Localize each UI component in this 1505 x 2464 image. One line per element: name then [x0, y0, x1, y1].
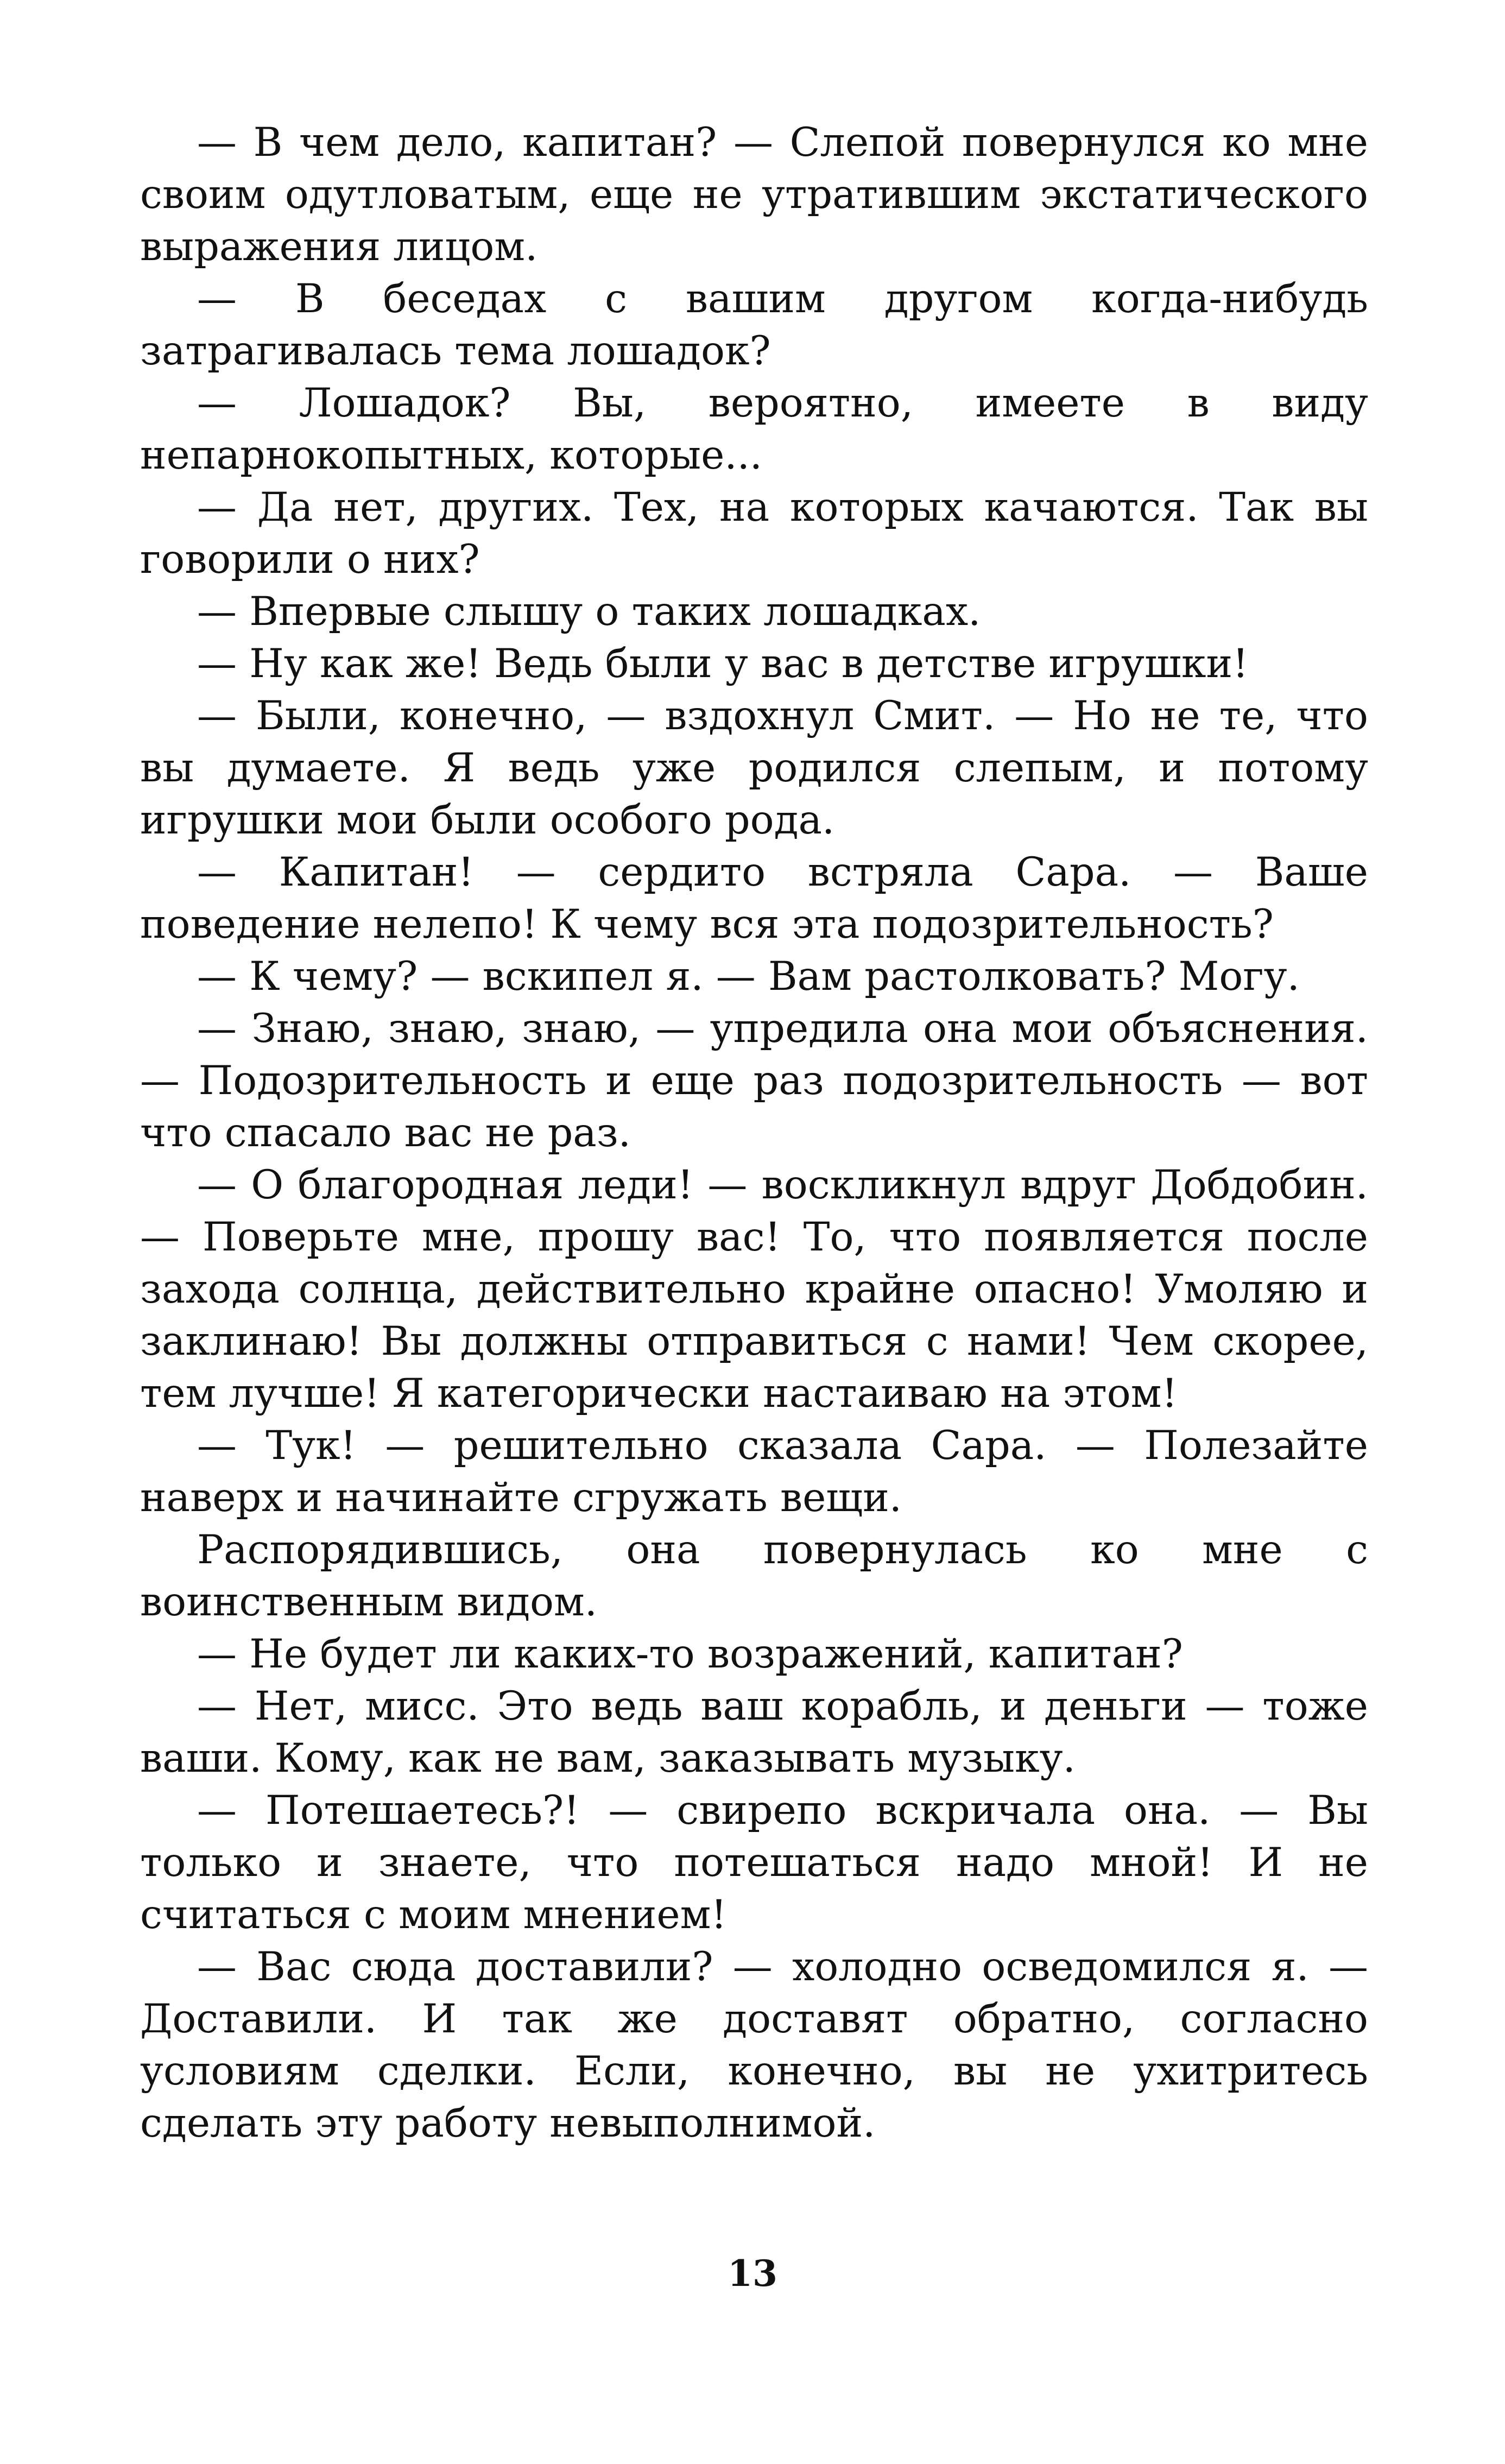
page-number: 13 — [728, 2252, 777, 2295]
paragraph: — В беседах с вашим другом когда-нибудь затрагивалась тема лошадок? — [140, 276, 1368, 374]
paragraph: — Ну как же! Ведь были у вас в детстве игрушки! — [197, 641, 1249, 687]
paragraph: — Лошадок? Вы, вероятно, имеете в виду непарнокопытных, которые... — [140, 380, 1368, 478]
paragraph: — Не будет ли каких-то возражений, капитан? — [197, 1631, 1183, 1677]
paragraph: — Да нет, других. Тех, на которых качаются. Так вы говорили о них? — [140, 484, 1368, 583]
paragraph: — Тук! — решительно сказала Сара. — Полезайте наверх и начинайте сгружать вещи. — [140, 1423, 1368, 1521]
paragraph: — Вас сюда доставили? — холодно осведомился я. — Доставили. И так же доставят обратно, согласно условиям сделки. Если, конечно, вы не ухитритесь сделать эту работу невыполнимой. — [140, 1944, 1368, 2146]
page-text — [140, 117, 1368, 2150]
paragraph: — Знаю, знаю, знаю, — упредила она мои объяснения. — Подозрительность и еще раз подозрительность — вот что спасало вас не раз. — [140, 1006, 1368, 1156]
paragraph: — К чему? — вскипел я. — Вам растолковать? Могу. — [197, 953, 1300, 1000]
paragraph: Распорядившись, она повернулась ко мне с воинственным видом. — [140, 1527, 1368, 1625]
paragraph: — О благородная леди! — воскликнул вдруг Добдобин. — Поверьте мне, прошу вас! То, что появляется после захода солнца, действительно крайне опасно! Умоляю и заклинаю! Вы должны отправиться с нами! Чем скорее, тем лучше! Я категорически настаиваю на этом! — [140, 1162, 1368, 1417]
paragraph: — Потешаетесь?! — свирепо вскричала она. — Вы только и знаете, что потешаться надо мной! И не считаться с моим мнением! — [140, 1787, 1368, 1938]
paragraph: — Капитан! — сердито встряла Сара. — Ваше поведение нелепо! К чему вся эта подозрительность? — [140, 849, 1368, 947]
paragraph: — Были, конечно, — вздохнул Смит. — Но не те, что вы думаете. Я ведь уже родился слепым, и потому игрушки мои были особого рода. — [140, 693, 1368, 843]
paragraph: — Впервые слышу о таких лошадках. — [197, 589, 981, 635]
paragraph: — Нет, мисс. Это ведь ваш корабль, и деньги — тоже ваши. Кому, как не вам, заказывать музыку. — [140, 1683, 1368, 1781]
paragraph: — В чем дело, капитан? — Слепой повернулся ко мне своим одутловатым, еще не утратившим экстатического выражения лицом. — [140, 119, 1368, 270]
